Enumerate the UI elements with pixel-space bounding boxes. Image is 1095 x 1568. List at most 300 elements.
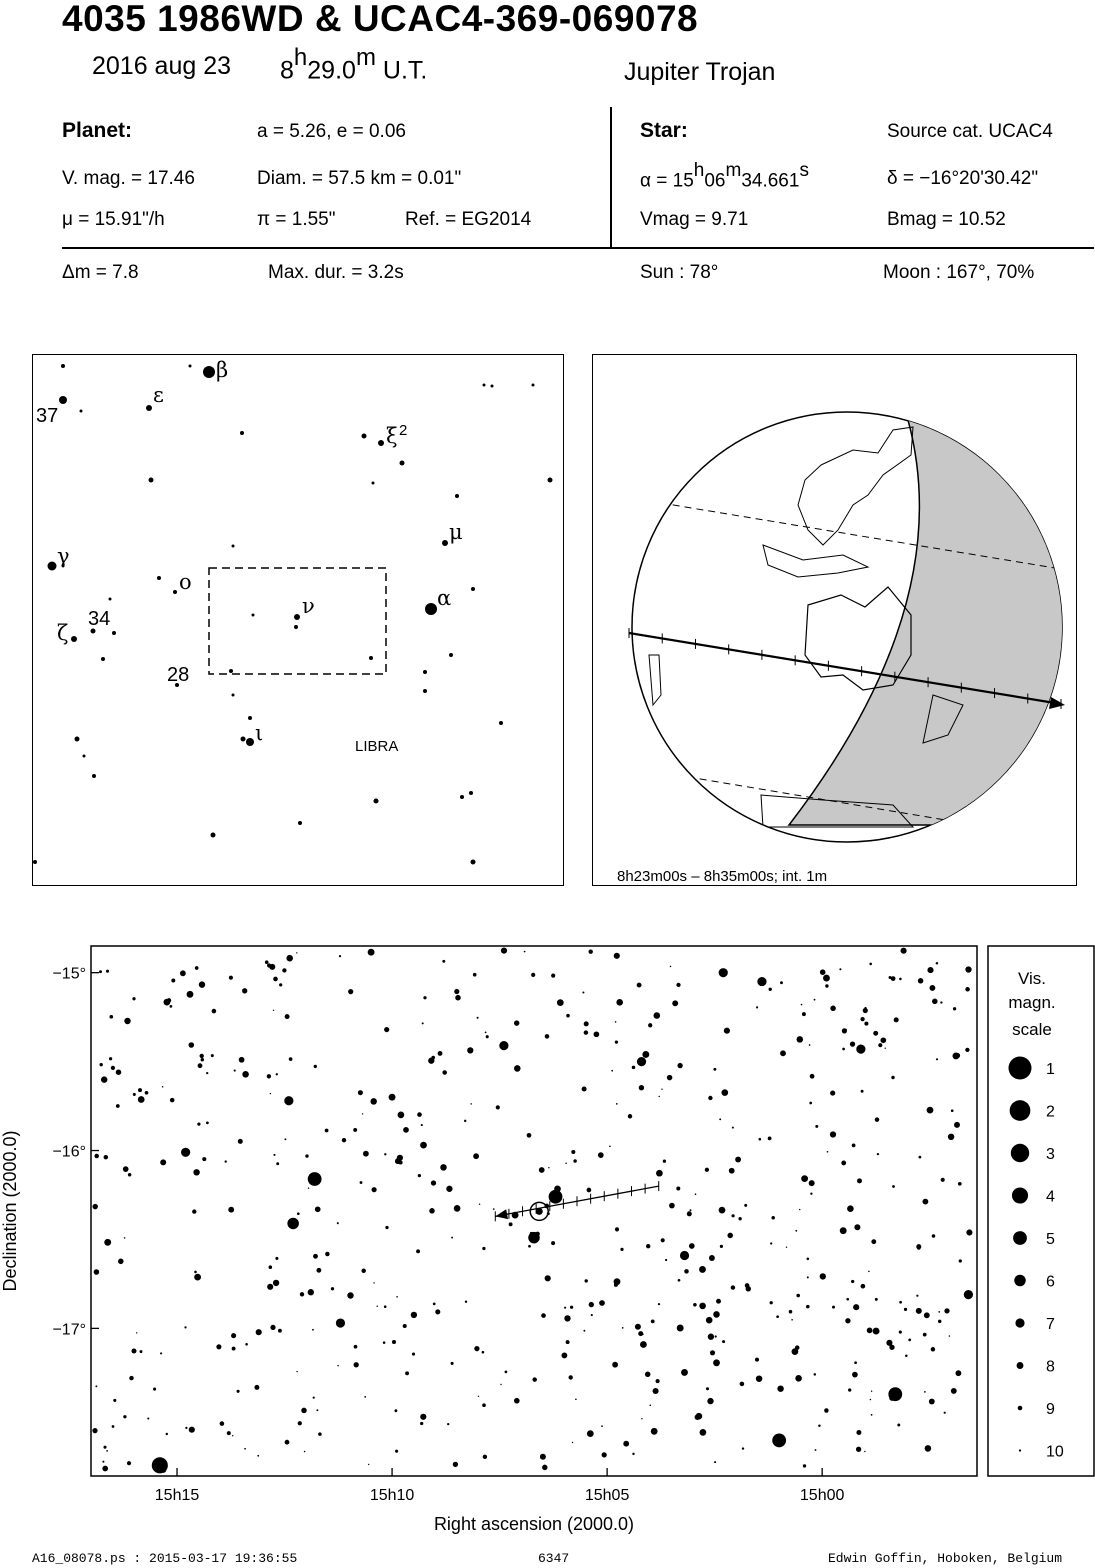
globe-time-range: 8h23m00s – 8h35m00s; int. 1m <box>617 868 828 884</box>
field-star <box>842 1028 847 1033</box>
field-star <box>238 1139 243 1144</box>
field-star <box>267 1074 271 1078</box>
field-star <box>478 1396 479 1397</box>
field-star <box>635 1324 641 1330</box>
field-star <box>899 1331 902 1334</box>
field-star <box>216 1344 221 1349</box>
finder-star <box>157 576 161 580</box>
field-star <box>940 1001 942 1003</box>
field-star <box>795 1230 797 1232</box>
chart-star <box>181 1148 190 1157</box>
field-star <box>395 1158 401 1164</box>
field-star <box>194 1271 197 1274</box>
field-star <box>514 1065 521 1072</box>
field-star <box>269 964 275 970</box>
field-star <box>464 1120 466 1122</box>
field-star <box>699 1266 706 1273</box>
field-star <box>269 1265 273 1269</box>
field-star <box>799 1209 800 1210</box>
field-star <box>545 1034 550 1039</box>
field-star <box>848 1388 851 1391</box>
field-star <box>398 1112 405 1119</box>
field-star <box>651 1428 658 1435</box>
field-star <box>94 1154 98 1158</box>
field-star <box>524 951 526 953</box>
finder-label-xi-index: 2 <box>399 422 408 439</box>
finder-star <box>369 656 373 660</box>
field-star <box>609 1145 611 1147</box>
field-star <box>729 1168 735 1174</box>
scale-title-1: Vis. <box>1017 969 1047 988</box>
field-star <box>433 1303 436 1306</box>
finder-chart-svg <box>33 355 562 884</box>
field-star <box>796 1294 800 1298</box>
field-star <box>927 1107 934 1114</box>
field-star <box>689 1243 695 1249</box>
field-star <box>220 1421 225 1426</box>
field-star <box>755 1358 759 1362</box>
field-star <box>539 1167 545 1173</box>
finder-star <box>75 737 80 742</box>
field-star <box>372 1187 377 1192</box>
field-star <box>273 1154 275 1156</box>
finder-star <box>203 366 215 378</box>
field-star <box>479 1204 480 1205</box>
field-star <box>699 1303 706 1310</box>
field-star <box>273 977 278 982</box>
finder-star <box>61 364 65 368</box>
finder-star <box>48 562 57 571</box>
field-star <box>958 1182 962 1186</box>
field-star <box>690 1209 692 1211</box>
planet-heading: Planet: <box>62 119 133 142</box>
field-star <box>861 1090 864 1093</box>
field-star <box>801 1175 808 1182</box>
field-star <box>363 1151 369 1157</box>
scale-dot <box>1014 1275 1026 1287</box>
field-star <box>276 1073 278 1075</box>
field-star <box>420 1422 423 1425</box>
sun-elongation: Sun : 78° <box>640 262 719 283</box>
field-star <box>505 1371 508 1374</box>
field-star <box>147 1417 149 1419</box>
field-star <box>721 1089 728 1096</box>
field-star <box>300 1292 304 1296</box>
field-star <box>565 1162 567 1164</box>
field-star <box>654 1012 661 1019</box>
field-star <box>442 960 445 963</box>
field-star <box>285 1440 290 1445</box>
field-star <box>955 1053 960 1058</box>
field-star <box>818 1424 820 1426</box>
field-star <box>820 1273 826 1279</box>
scale-label: 1 <box>1046 1061 1055 1078</box>
chart-star <box>964 1290 973 1299</box>
star-right-ascension <box>640 160 809 192</box>
field-star <box>954 1122 960 1128</box>
field-star <box>138 1088 142 1092</box>
field-star <box>482 1403 486 1407</box>
field-star <box>756 1375 763 1382</box>
finder-star <box>240 431 244 435</box>
field-star <box>239 1057 245 1063</box>
field-star <box>483 1455 487 1459</box>
field-star <box>722 1340 725 1343</box>
field-star <box>695 1414 701 1420</box>
field-star <box>709 1255 715 1261</box>
field-star <box>348 989 353 994</box>
chart-star <box>637 1057 646 1066</box>
field-star <box>304 1451 306 1453</box>
field-star <box>254 1385 259 1390</box>
field-star <box>871 1391 872 1392</box>
field-star <box>470 1103 472 1105</box>
chart-star <box>284 1096 293 1105</box>
field-star <box>756 1006 758 1008</box>
globe-svg <box>593 355 1075 884</box>
field-star <box>395 1450 398 1453</box>
field-star <box>948 1134 954 1140</box>
field-star <box>807 1258 810 1261</box>
footer-author: Edwin Goffin, Hoboken, Belgium <box>828 1551 1063 1566</box>
chart-star <box>389 1094 396 1101</box>
field-star <box>589 950 593 954</box>
field-star <box>873 1031 878 1036</box>
field-star <box>706 1387 709 1390</box>
field-star <box>584 1021 589 1026</box>
field-star <box>316 1268 321 1273</box>
field-star <box>385 1226 388 1229</box>
field-star <box>162 1086 164 1088</box>
field-star <box>116 1069 121 1074</box>
field-star <box>192 1209 196 1213</box>
planet-motion: μ = 15.91"/h <box>62 209 165 230</box>
field-star <box>337 1365 338 1366</box>
field-star <box>187 991 194 998</box>
field-star <box>145 1091 149 1095</box>
finder-stars <box>33 364 553 865</box>
finder-star <box>378 440 384 446</box>
field-star <box>944 1308 949 1313</box>
field-star <box>167 998 171 1002</box>
field-star <box>731 1285 735 1289</box>
field-star <box>797 1036 804 1043</box>
scale-dot <box>1011 1144 1029 1162</box>
field-star <box>384 1027 389 1032</box>
field-star <box>109 1015 113 1019</box>
time-hours-unit: h <box>293 44 308 71</box>
field-star <box>447 1423 449 1425</box>
planet-reference: Ref. = EG2014 <box>405 209 532 230</box>
field-star <box>566 1340 570 1344</box>
field-star <box>244 1448 246 1450</box>
field-star <box>473 973 477 977</box>
field-star <box>936 962 939 965</box>
field-star <box>482 1247 485 1250</box>
field-star <box>810 1193 812 1195</box>
field-star <box>106 970 109 973</box>
field-star <box>138 1096 145 1103</box>
field-star <box>442 1070 447 1075</box>
field-star <box>938 1311 940 1313</box>
field-star <box>211 1054 214 1057</box>
field-star <box>325 1129 329 1133</box>
field-star <box>202 1157 206 1161</box>
field-star <box>740 1382 745 1387</box>
field-star <box>923 1333 927 1337</box>
finder-star <box>469 791 473 795</box>
field-star <box>658 1303 660 1305</box>
field-star <box>885 1048 886 1049</box>
field-star <box>614 953 620 959</box>
field-star <box>878 1043 882 1047</box>
field-star <box>438 1051 443 1056</box>
field-star <box>615 1021 617 1023</box>
field-star <box>541 1313 546 1318</box>
field-star <box>871 1414 873 1416</box>
field-star <box>892 1185 895 1188</box>
field-star <box>700 1429 707 1436</box>
field-star <box>185 1427 187 1429</box>
field-star <box>170 1098 175 1103</box>
x-tick-label: 15h00 <box>799 1487 845 1504</box>
field-star <box>313 1254 318 1259</box>
field-star <box>803 1464 806 1467</box>
field-star <box>727 1233 733 1239</box>
field-star <box>611 1070 613 1072</box>
chart-star <box>528 1232 540 1244</box>
finder-star <box>241 737 246 742</box>
field-star <box>551 974 555 978</box>
scale-label: 6 <box>1046 1273 1055 1291</box>
field-star <box>451 1237 453 1239</box>
finder-star <box>423 689 427 693</box>
field-star <box>648 1023 652 1027</box>
scale-dot <box>1012 1187 1028 1203</box>
time-hours: 8 <box>280 56 294 85</box>
field-star <box>656 1379 660 1383</box>
field-star <box>383 1341 386 1344</box>
chart-star <box>642 1051 649 1058</box>
field-star <box>918 978 924 984</box>
field-star <box>714 1461 716 1463</box>
chart-star <box>152 1457 168 1473</box>
planet-diameter: Diam. = 57.5 km = 0.01" <box>257 168 462 189</box>
field-star <box>770 1242 772 1244</box>
field-star <box>282 968 286 972</box>
field-star <box>184 1326 186 1328</box>
field-star <box>237 1390 240 1393</box>
field-star <box>339 955 341 957</box>
field-star <box>632 1066 636 1070</box>
field-star <box>296 952 297 953</box>
finder-star <box>80 410 83 413</box>
field-star <box>801 1004 803 1006</box>
field-star <box>376 1305 377 1306</box>
field-star <box>194 1274 201 1281</box>
field-star <box>225 1160 227 1162</box>
finder-star <box>423 670 427 674</box>
field-star <box>965 987 970 992</box>
finder-star <box>460 795 464 799</box>
field-star <box>850 1041 855 1046</box>
field-star <box>566 1014 570 1018</box>
finder-star <box>499 721 503 725</box>
field-star <box>880 1037 886 1043</box>
star-chart-area <box>0 945 1095 1545</box>
field-star <box>916 1308 922 1314</box>
field-star <box>411 1312 417 1318</box>
field-star <box>111 1066 115 1070</box>
star-declination: δ = −16°20'30.42" <box>887 168 1039 189</box>
finder-star <box>442 540 448 546</box>
footer-number: 6347 <box>538 1551 570 1566</box>
field-star <box>953 1007 956 1010</box>
field-star <box>615 1040 618 1043</box>
field-star <box>199 981 205 987</box>
field-star <box>337 1222 339 1224</box>
time-minutes-unit: m <box>355 44 376 71</box>
star-ra-minutes: 06 <box>704 170 726 192</box>
scale-label: 4 <box>1046 1188 1055 1206</box>
field-star <box>206 1072 208 1074</box>
field-star <box>708 1334 714 1340</box>
scale-label: 5 <box>1046 1231 1055 1248</box>
x-tick-label: 15h10 <box>369 1487 415 1504</box>
field-star <box>669 1203 675 1209</box>
object-class: Jupiter Trojan <box>624 58 776 86</box>
field-star <box>417 1112 422 1117</box>
field-star <box>780 1050 786 1056</box>
field-star <box>637 983 642 988</box>
field-star <box>771 1216 775 1220</box>
field-star <box>368 1464 369 1465</box>
star-ra-minutes-unit: m <box>725 160 742 181</box>
chart-star <box>549 1190 563 1204</box>
field-star <box>180 970 186 976</box>
field-star <box>847 1205 854 1212</box>
field-star <box>234 1070 236 1072</box>
field-star <box>113 1399 116 1402</box>
finder-star <box>483 384 486 387</box>
field-star <box>166 1433 168 1435</box>
field-star <box>575 1398 577 1400</box>
field-star <box>298 1421 302 1425</box>
field-star <box>532 1377 536 1381</box>
field-star <box>403 1324 407 1328</box>
field-star <box>645 1372 651 1378</box>
field-star <box>318 1432 322 1436</box>
field-star <box>353 1128 357 1132</box>
field-star <box>759 1138 762 1141</box>
field-star <box>905 1355 908 1358</box>
field-star <box>705 1168 709 1172</box>
field-star <box>270 1325 275 1330</box>
field-star <box>431 1056 435 1060</box>
field-star <box>877 1153 879 1155</box>
y-tick-label: −16° <box>52 1143 86 1161</box>
field-star <box>681 1369 688 1376</box>
field-star <box>731 1214 734 1217</box>
field-star <box>661 1238 665 1242</box>
field-star <box>789 1310 793 1314</box>
field-star <box>656 1170 663 1177</box>
finder-star <box>211 833 216 838</box>
finder-star <box>449 653 453 657</box>
field-star <box>684 1269 689 1274</box>
field-star <box>571 1150 575 1154</box>
field-star <box>104 1239 111 1246</box>
finder-label-gamma: γ <box>57 544 70 568</box>
field-star <box>297 1212 300 1215</box>
field-star <box>131 1348 136 1353</box>
field-star <box>496 1105 500 1109</box>
field-star <box>232 1435 233 1436</box>
field-star <box>360 1181 363 1184</box>
star-heading: Star: <box>640 119 688 142</box>
finder-label-37: 37 <box>36 405 59 427</box>
field-star <box>465 1300 467 1302</box>
constellation-name: LIBRA <box>355 738 399 755</box>
field-star <box>308 1188 309 1189</box>
star-source: Source cat. UCAC4 <box>887 121 1053 142</box>
field-star <box>925 1445 932 1452</box>
field-star <box>929 1399 935 1405</box>
field-star <box>676 983 680 987</box>
field-star <box>929 985 935 991</box>
field-star <box>735 1157 741 1163</box>
field-star <box>384 1153 386 1155</box>
field-star <box>719 1118 721 1120</box>
scale-label: 8 <box>1046 1358 1055 1376</box>
field-star <box>101 1076 107 1082</box>
field-star <box>769 988 772 991</box>
finder-star <box>471 587 475 591</box>
chart-star <box>287 1218 299 1230</box>
field-star <box>868 1271 870 1273</box>
field-star <box>852 1144 856 1148</box>
field-star <box>639 1085 644 1090</box>
field-star <box>403 1127 409 1133</box>
field-star <box>820 969 826 975</box>
finder-star <box>112 631 116 635</box>
field-star <box>615 1227 619 1231</box>
field-star <box>710 1350 715 1355</box>
field-star <box>713 1311 720 1318</box>
scale-dot <box>1018 1406 1023 1411</box>
field-star <box>256 1329 262 1335</box>
field-star <box>514 1020 519 1025</box>
field-star <box>354 1345 358 1349</box>
field-star <box>857 1178 862 1183</box>
field-star <box>276 1162 279 1165</box>
field-star <box>917 1246 920 1249</box>
finder-star <box>149 478 154 483</box>
field-star <box>846 1298 849 1301</box>
field-star <box>245 1343 248 1346</box>
field-star <box>467 1047 473 1053</box>
field-star <box>109 1057 112 1060</box>
field-star <box>384 1305 387 1308</box>
field-star <box>738 1217 741 1220</box>
finder-label-alpha: α <box>437 586 452 610</box>
field-star <box>830 1006 836 1012</box>
finder-star <box>294 614 300 620</box>
event-date: 2016 aug 23 <box>92 52 232 80</box>
field-star <box>542 1465 547 1470</box>
field-star <box>786 1247 787 1248</box>
field-star <box>916 1295 918 1297</box>
